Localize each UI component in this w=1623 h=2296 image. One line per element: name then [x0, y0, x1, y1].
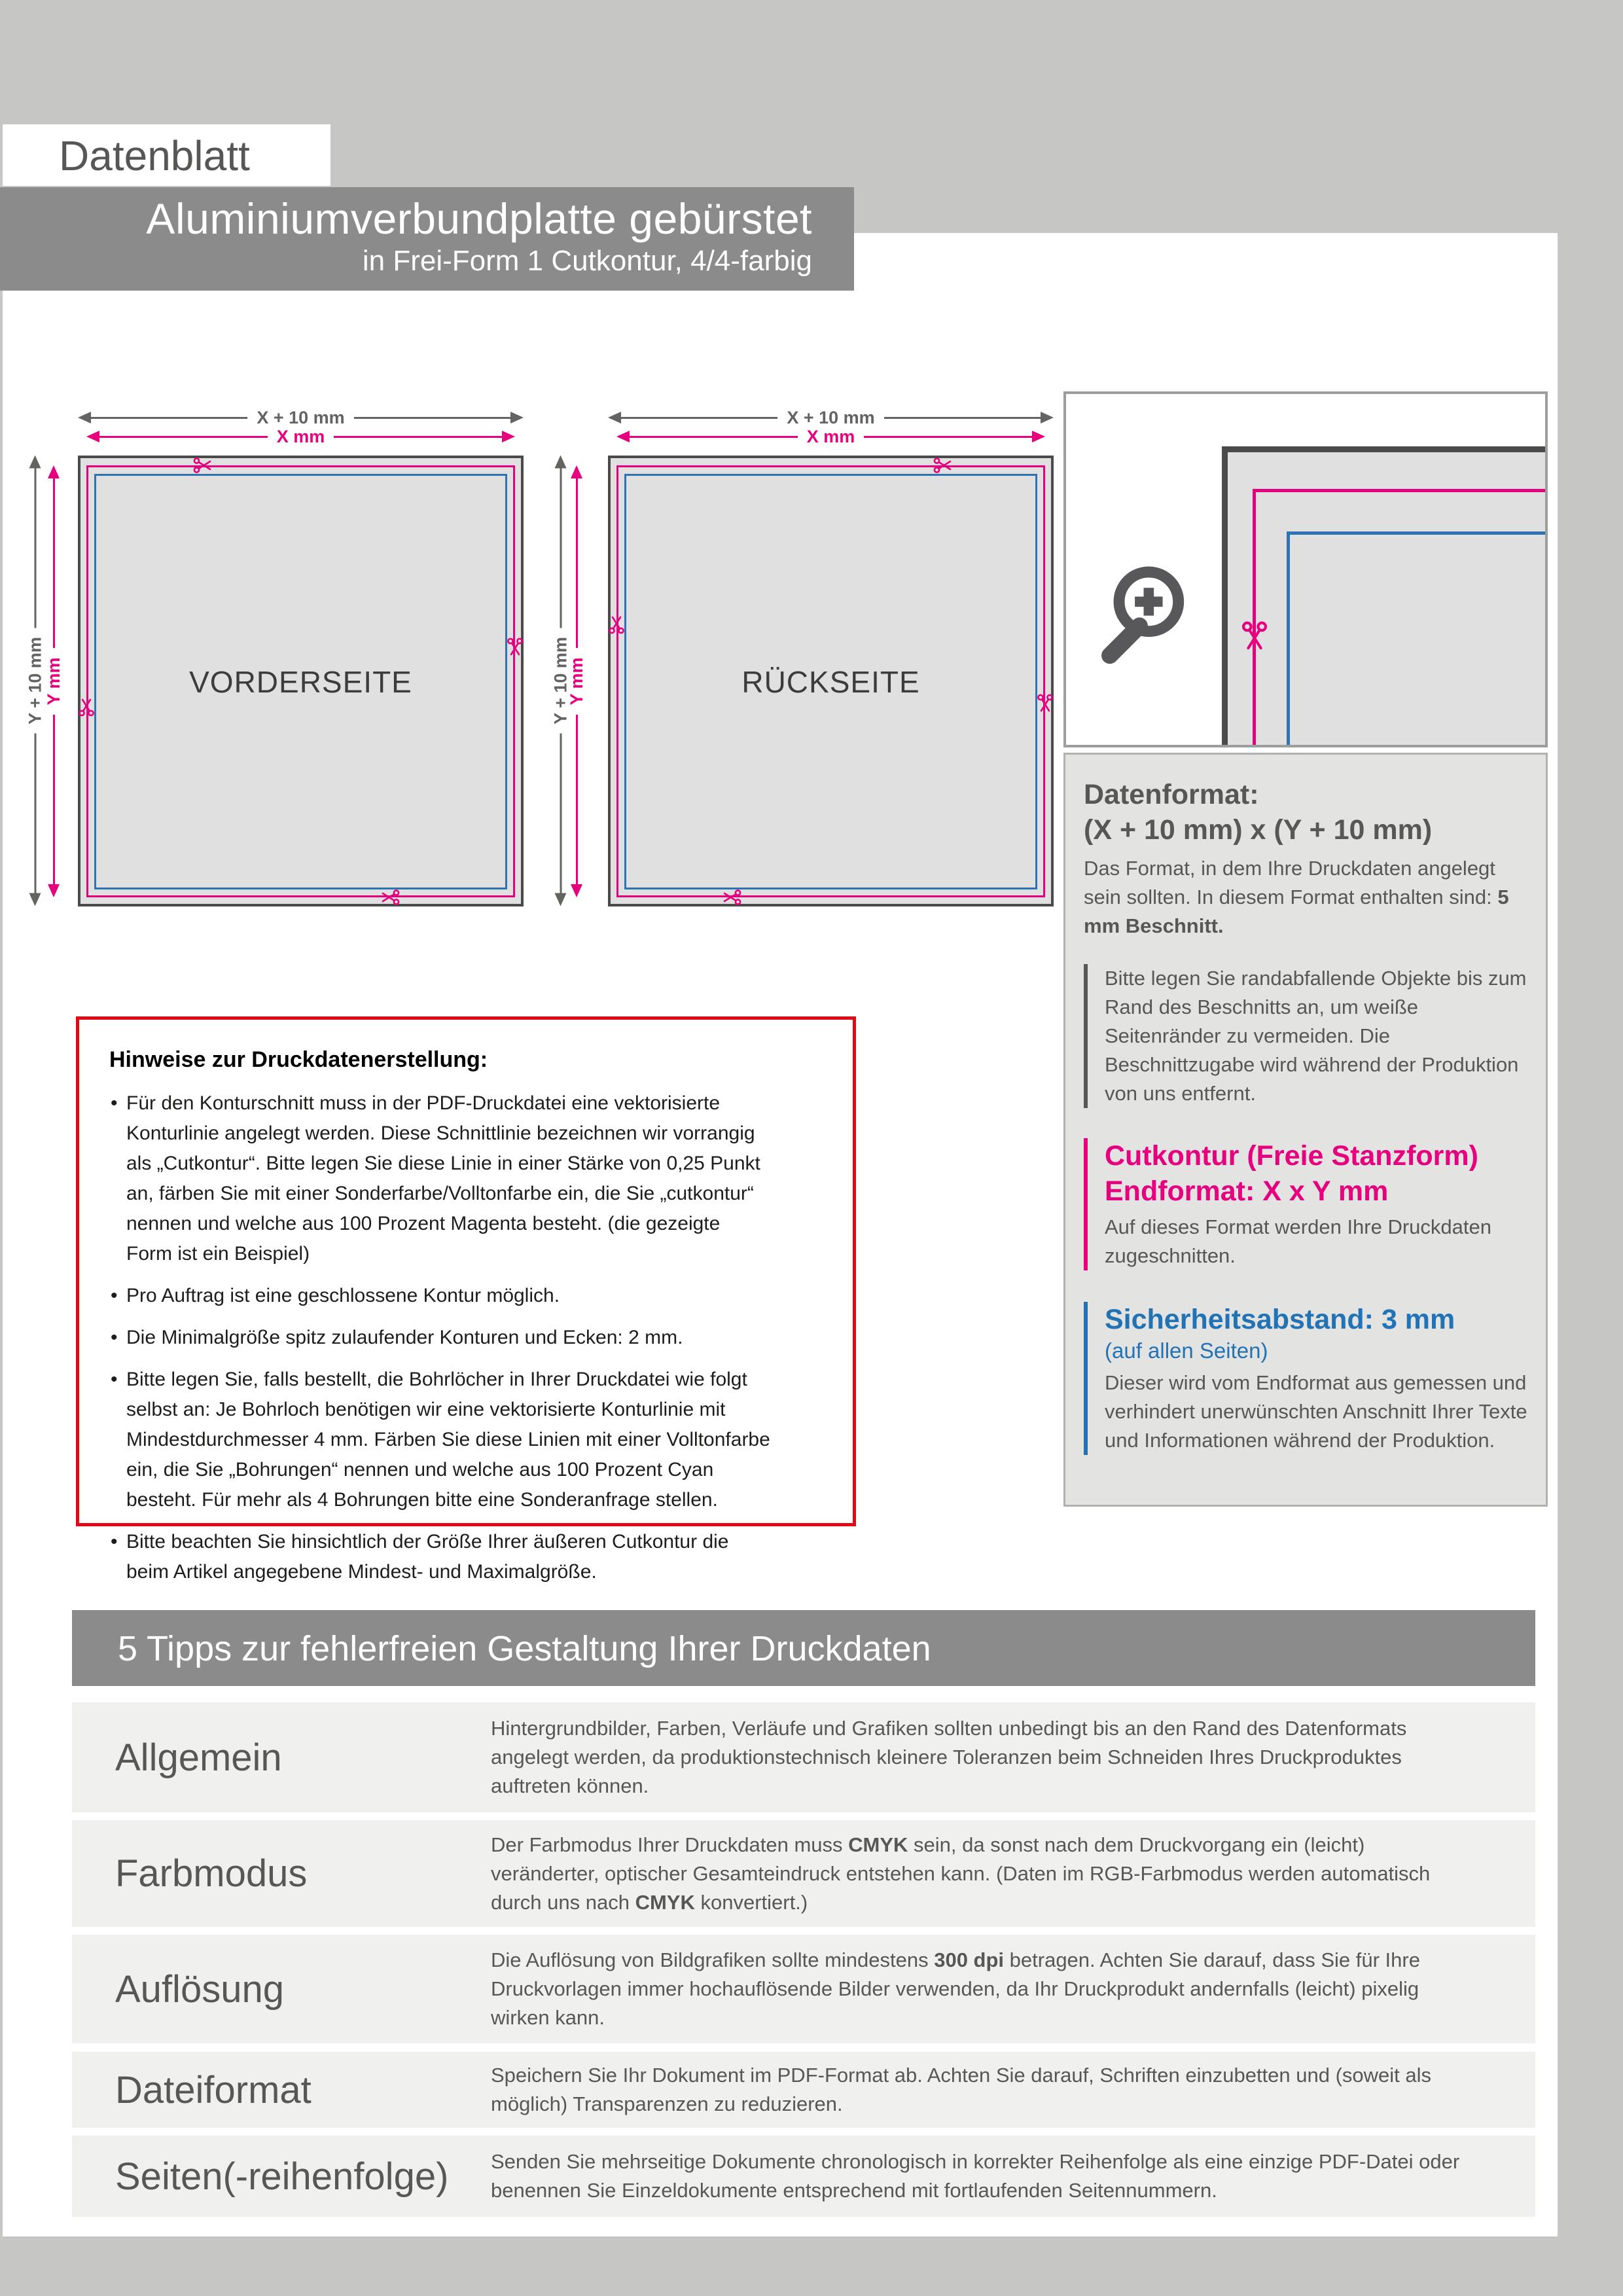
back-width-inner-dimension: [616, 427, 1045, 446]
hint-item: • Bitte legen Sie, falls bestellt, die Bohrlöcher in Ihrer Druckdatei wie folgt selbst an: Je Bohrloch benötigen wir eine vektorisierte Konturlinie mit Mindestdurchmesser 4 mm. Färben Sie diese Linien mit einer Volltonfarbe ein, die Sie „Bohrungen“ nennen und welche aus 100 Prozent Cyan besteht. Für mehr als 4 Bohrungen bitte eine Sonderanfrage stellen.: [109, 1365, 771, 1515]
detail-dataformat-edge-left: [1222, 446, 1228, 745]
front-width-outer-label: X + 10 mm: [257, 407, 345, 427]
datenformat-formula: (X + 10 mm) x (Y + 10 mm): [1084, 814, 1433, 846]
sicherheitsabstand-block: [1084, 1302, 1534, 1455]
front-plate-label: VORDERSEITE: [189, 664, 412, 699]
hint-item: • Für den Konturschnitt muss in der PDF-Druckdatei eine vektorisierte Konturlinie angelegt werden. Diese Schnittlinie bezeichnen wir vorrangig als „Cutkontur“. Bitte legen Sie diese Linie in einer Stärke von 0,25 Punkt an, färben Sie mit einer Sonderfarbe/Volltonfarbe ein, die Sie „cutkontur“ nennen und welche aus 100 Prozent Magenta besteht. (die gezeigte Form ist ein Beispiel): [109, 1088, 771, 1269]
detail-safety-top: [1287, 531, 1545, 535]
doc-type-label: Datenblatt: [59, 132, 250, 179]
arrow-left-icon: [616, 431, 630, 442]
detail-cutkontur-top: [1253, 489, 1545, 492]
scissors-icon: [607, 615, 626, 635]
front-width-inner-dimension: [86, 427, 515, 446]
arrow-left-icon: [86, 431, 99, 442]
tip-row-farbmodus: [72, 1820, 1535, 1927]
cutkontur-text: Auf dieses Format werden Ihre Druckdaten zugeschnitten.: [1105, 1215, 1491, 1267]
tip-row-allgemein: [72, 1702, 1535, 1812]
product-subtitle: in Frei-Form 1 Cutkontur, 4/4-farbig: [362, 245, 812, 277]
sicherheit-subtitle: (auf allen Seiten): [1105, 1338, 1268, 1363]
scissors-icon: [505, 637, 525, 656]
detail-dataformat-edge-top: [1222, 446, 1545, 452]
arrow-right-icon: [510, 412, 524, 423]
dim-line: [53, 715, 55, 884]
tip-row-seitenreihenfolge: [72, 2136, 1535, 2217]
tip-label: Seiten(-reihenfolge): [115, 2155, 449, 2198]
scissors-icon: [1239, 620, 1270, 651]
tip-text: Speichern Sie Ihr Dokument im PDF-Format ab. Achten Sie darauf, Schriften einzubetten und (soweit als möglich) Transparenzen zu reduzieren.: [491, 2064, 1432, 2115]
tips-header: 5 Tipps zur fehlerfreien Gestaltung Ihrer Druckdaten: [118, 1629, 931, 1668]
front-height-inner-label: Y mm: [43, 657, 63, 706]
scissors-icon: [1035, 693, 1055, 713]
arrow-left-icon: [78, 412, 91, 423]
hint-item: • Pro Auftrag ist eine geschlossene Kontur möglich.: [109, 1281, 771, 1311]
datenformat-text: Das Format, in dem Ihre Druckdaten angelegt sein sollten. In diesem Format enthalten sind: 5 mm Beschnitt.: [1084, 857, 1509, 937]
arrow-left-icon: [608, 412, 621, 423]
arrow-left-icon: [29, 893, 41, 906]
product-title: Aluminiumverbundplatte gebürstet: [146, 194, 812, 243]
tip-row-dateiformat: [72, 2052, 1535, 2128]
back-height-inner-label: Y mm: [566, 657, 586, 706]
zoom-detail-box: [1063, 391, 1548, 747]
dim-line: [630, 436, 798, 438]
cutkontur-block: [1084, 1138, 1534, 1270]
front-height-inner-dimension: [44, 465, 63, 897]
detail-safety-left: [1287, 531, 1290, 745]
arrow-right-icon: [29, 456, 41, 469]
back-width-outer-label: X + 10 mm: [787, 407, 875, 427]
info-panel: [1063, 753, 1548, 1507]
beschnitt-note: Bitte legen Sie randabfallende Objekte bis zum Rand des Beschnitts an, um weiße Seitenränder zu vermeiden. Die Beschnittzugabe wird während der Produktion von uns entfernt.: [1084, 964, 1534, 1108]
arrow-right-icon: [555, 456, 567, 469]
product-title-band: [0, 187, 854, 291]
scissors-icon: [933, 456, 952, 475]
dim-line: [91, 417, 247, 419]
scissors-icon: [381, 888, 401, 907]
dim-line: [99, 436, 268, 438]
scissors-icon: [192, 456, 212, 475]
hints-title: Hinweise zur Druckdatenerstellung:: [109, 1047, 488, 1072]
arrow-right-icon: [48, 465, 60, 478]
dim-line: [34, 734, 36, 893]
tip-label: Dateiformat: [115, 2068, 312, 2111]
tips-header-bar: [72, 1610, 1535, 1686]
front-height-outer-dimension: [26, 456, 45, 906]
dim-line: [334, 436, 502, 438]
back-height-inner-dimension: [567, 465, 586, 897]
dim-line: [53, 478, 55, 648]
arrow-right-icon: [571, 465, 582, 478]
arrow-left-icon: [48, 884, 60, 897]
hint-item: • Die Minimalgröße spitz zulaufender Konturen und Ecken: 2 mm.: [109, 1323, 771, 1353]
cutkontur-title-line2: Endformat: X x Y mm: [1105, 1175, 1389, 1207]
hints-list: [109, 1088, 833, 1587]
tip-label: Auflösung: [115, 1967, 284, 2011]
magnifier-plus-icon: [1086, 561, 1197, 672]
dim-line: [576, 478, 578, 648]
datenformat-title: Datenformat:: [1084, 779, 1259, 810]
tip-row-aufloesung: [72, 1935, 1535, 2043]
front-height-outer-label: Y + 10 mm: [25, 637, 45, 725]
arrow-right-icon: [1032, 431, 1045, 442]
arrow-right-icon: [502, 431, 515, 442]
detail-cutkontur-left: [1253, 489, 1256, 745]
front-safety-line: [94, 474, 507, 889]
detail-plate-fill: [1228, 452, 1545, 745]
dim-line: [560, 469, 562, 628]
tip-label: Allgemein: [115, 1736, 282, 1779]
front-width-outer-dimension: [78, 408, 524, 427]
tip-text: Hintergrundbilder, Farben, Verläufe und Grafiken sollten unbedingt bis an den Rand des Datenformats angelegt werden, da produktionstechnisch kleinere Toleranzen beim Schneiden Ihres Druckproduktes auftreten können.: [491, 1717, 1407, 1797]
druckdaten-hints-box: [76, 1016, 856, 1583]
back-height-outer-label: Y + 10 mm: [550, 637, 570, 725]
front-width-inner-label: X mm: [276, 426, 325, 446]
dim-line: [560, 734, 562, 893]
hint-item: • Bitte beachten Sie hinsichtlich der Größe Ihrer äußeren Cutkontur die beim Artikel angegebene Mindest- und Maximalgröße.: [109, 1527, 771, 1587]
back-width-inner-label: X mm: [806, 426, 855, 446]
back-width-outer-dimension: [608, 408, 1054, 427]
arrow-left-icon: [555, 893, 567, 906]
doc-type-box: [3, 124, 330, 186]
dim-line: [354, 417, 510, 419]
dim-line: [884, 417, 1041, 419]
scissors-icon: [722, 888, 742, 907]
tip-text: Der Farbmodus Ihrer Druckdaten muss CMYK sein, da sonst nach dem Druckvorgang ein (leicht) veränderter, optischer Gesamteindruck entstehen kann. (Daten im RGB-Farbmodus werden automatisch durch uns nach CMYK konvertiert.): [491, 1833, 1431, 1914]
sicherheit-title: Sicherheitsabstand: 3 mm: [1105, 1304, 1455, 1335]
tip-text: Die Auflösung von Bildgrafiken sollte mindestens 300 dpi betragen. Achten Sie darauf, dass Sie für Ihre Druckvorlagen immer hochauflösende Bilder verwenden, da Ihr Druckprodukt andernfalls (leicht) pixelig wirken kann.: [491, 1948, 1420, 2029]
dim-line: [34, 469, 36, 628]
back-plate-label: RÜCKSEITE: [741, 664, 920, 699]
dim-line: [576, 715, 578, 884]
dim-line: [864, 436, 1032, 438]
arrow-right-icon: [1041, 412, 1054, 423]
arrow-left-icon: [571, 884, 582, 897]
scissors-icon: [77, 698, 96, 717]
tip-label: Farbmodus: [115, 1852, 308, 1895]
cutkontur-title-line1: Cutkontur (Freie Stanzform): [1105, 1140, 1478, 1172]
dim-line: [621, 417, 777, 419]
tip-text: Senden Sie mehrseitige Dokumente chronologisch in korrekter Reihenfolge als eine einzige PDF-Datei oder benennen Sie Einzeldokumente entsprechend mit fortlaufenden Seitennummern.: [491, 2150, 1460, 2202]
back-safety-line: [624, 474, 1037, 889]
sicherheit-text: Dieser wird vom Endformat aus gemessen und verhindert unerwünschten Anschnitt Ihrer Texte und Informationen während der Produktion.: [1105, 1371, 1527, 1452]
